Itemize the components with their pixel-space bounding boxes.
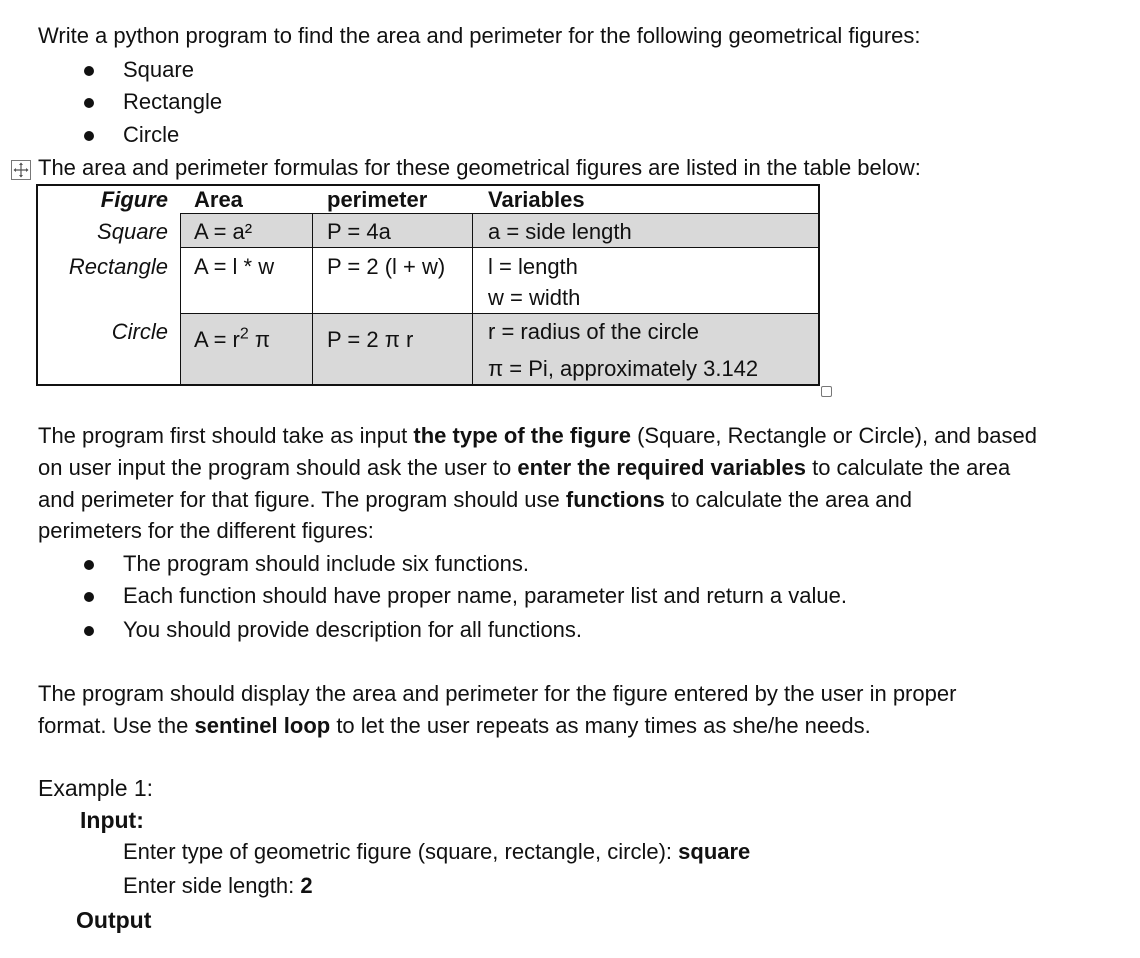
bullet-icon <box>84 592 94 602</box>
header-area: Area <box>194 187 243 212</box>
example-output-label: Output <box>76 907 152 933</box>
list-item: Rectangle <box>123 89 223 114</box>
table-border <box>180 247 820 248</box>
figure-circle: Circle <box>111 319 168 344</box>
table-border <box>818 184 820 385</box>
bullet-icon <box>84 626 94 636</box>
variables-square: a = side length <box>488 219 632 244</box>
bullet-icon <box>84 66 94 76</box>
intro-heading: Write a python program to find the area and perimeter for the following geometrical figures: <box>38 23 921 48</box>
display-paragraph-line: format. Use the sentinel loop to let the user repeats as many times as she/he needs. <box>38 713 871 738</box>
header-figure: Figure <box>100 187 168 212</box>
variables-rectangle-length: l = length <box>488 254 578 279</box>
table-border <box>472 213 473 385</box>
bullet-icon <box>84 98 94 108</box>
program-paragraph-line: The program first should take as input the type of the figure (Square, Rectangle or Circle), and based <box>38 423 1037 448</box>
figure-rectangle: Rectangle <box>68 254 168 279</box>
variables-circle-radius: r = radius of the circle <box>488 319 699 344</box>
area-rectangle: A = l * w <box>194 254 275 279</box>
bullet-icon <box>84 560 94 570</box>
perimeter-square: P = 4a <box>327 219 391 244</box>
table-border <box>36 384 820 386</box>
table-intro: The area and perimeter formulas for these geometrical figures are listed in the table below: <box>38 155 921 180</box>
variables-circle-pi: π = Pi, approximately 3.142 <box>488 356 759 381</box>
program-paragraph-line: perimeters for the different figures: <box>38 518 374 543</box>
area-circle: $A = r^2$ π <box>194 325 271 352</box>
header-perimeter: perimeter <box>327 187 428 212</box>
example-title: Example 1: <box>38 775 154 801</box>
variables-rectangle-width: w = width <box>488 285 581 310</box>
list-item: The program should include six functions. <box>123 551 529 576</box>
figure-square: Square <box>97 219 168 244</box>
table-border <box>36 184 38 385</box>
example-prompt: Enter type of geometric figure (square, rectangle, circle): square <box>123 839 751 864</box>
list-item: You should provide description for all functions. <box>123 617 583 642</box>
table-border <box>180 313 820 314</box>
header-variables: Variables <box>488 187 585 212</box>
bullet-icon <box>84 131 94 141</box>
program-paragraph-line: on user input the program should ask the user to enter the required variables to calculate the area <box>38 455 1011 480</box>
table-border <box>312 213 313 385</box>
perimeter-rectangle: P = 2 (l + w) <box>327 254 446 279</box>
example-prompt: Enter side length: 2 <box>123 873 313 898</box>
move-arrows-icon <box>12 161 30 179</box>
formula-table <box>36 184 820 385</box>
program-paragraph-line: and perimeter for that figure. The program should use functions to calculate the area and <box>38 487 912 512</box>
perimeter-circle: P = 2 π r <box>327 327 414 352</box>
list-item: Square <box>123 57 194 82</box>
table-border <box>180 213 181 385</box>
example-input-label: Input: <box>80 807 144 833</box>
table-resize-handle[interactable] <box>821 386 832 397</box>
display-paragraph-line: The program should display the area and perimeter for the figure entered by the user in proper <box>38 681 957 706</box>
list-item: Circle <box>123 122 180 147</box>
table-move-handle-icon[interactable] <box>11 160 31 180</box>
area-square: A = a² <box>194 219 253 244</box>
list-item: Each function should have proper name, parameter list and return a value. <box>123 583 847 608</box>
